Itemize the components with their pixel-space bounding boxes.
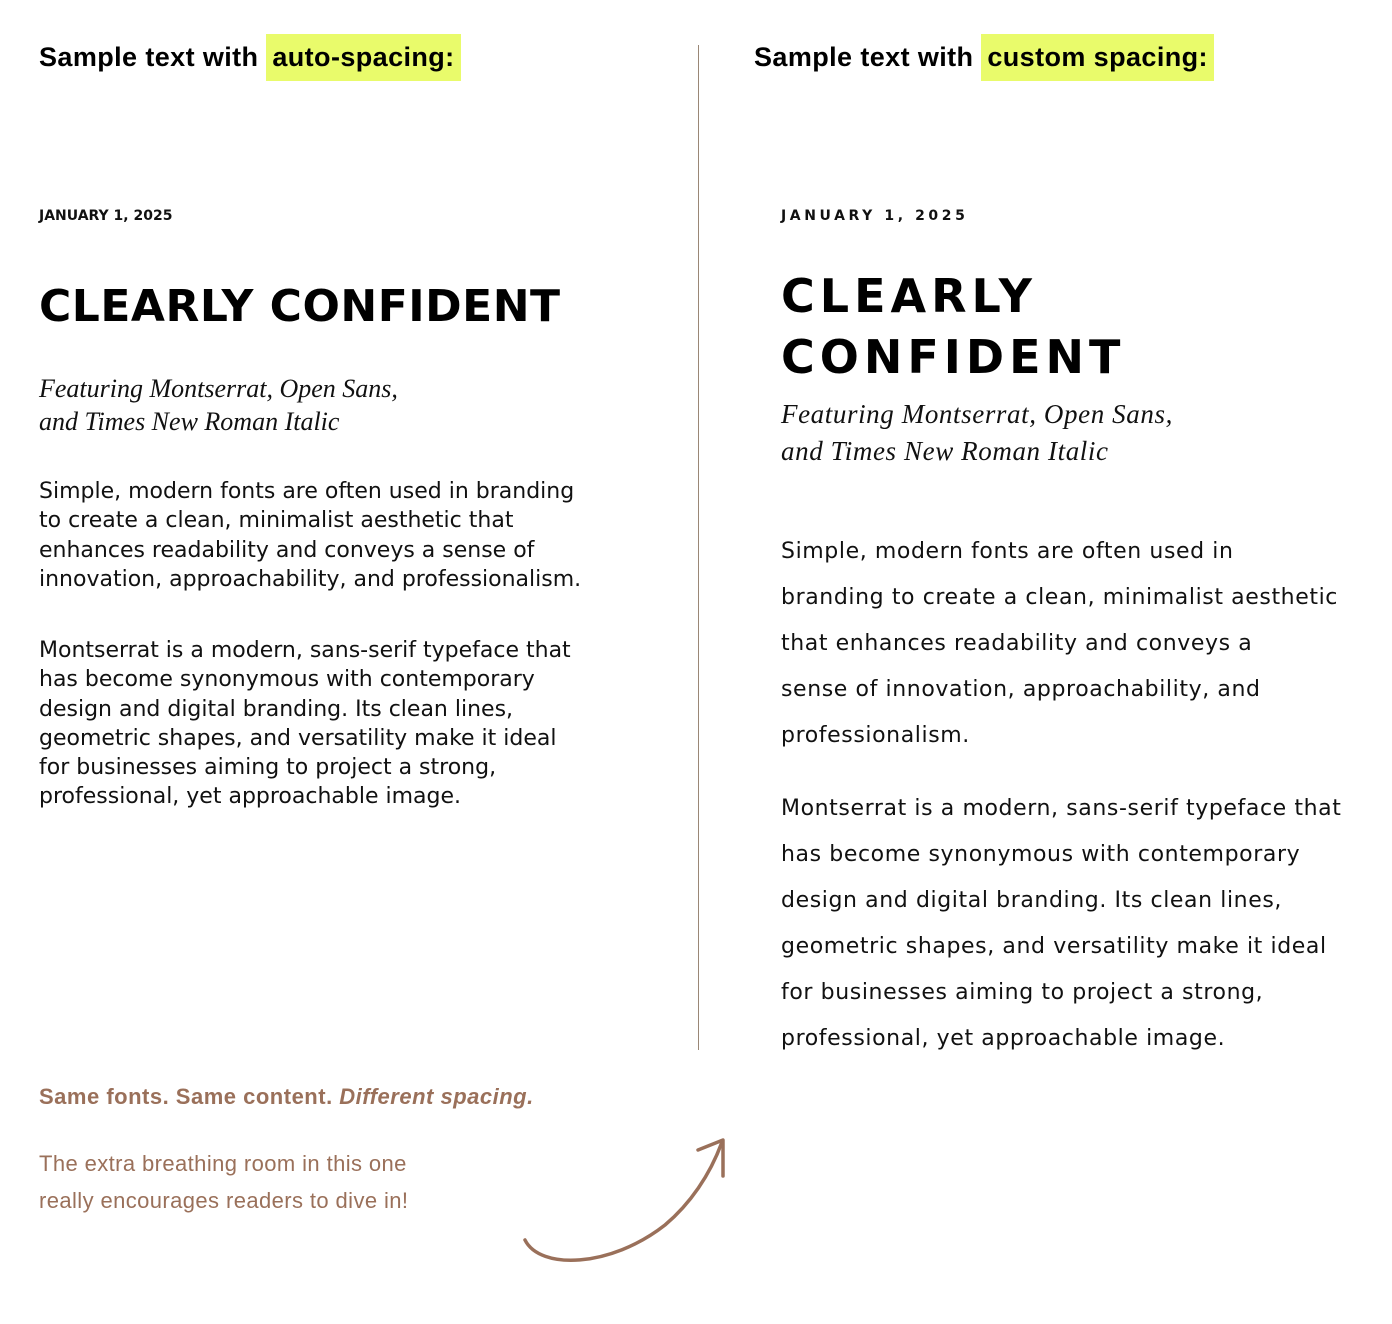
date-line: JANUARY 1, 2025 bbox=[781, 208, 969, 224]
subtitle-line: Featuring Montserrat, Open Sans, bbox=[781, 399, 1173, 429]
subtitle bbox=[39, 372, 398, 438]
subtitle-line: Featuring Montserrat, Open Sans, bbox=[39, 374, 398, 403]
body-line: professionalism. bbox=[781, 723, 970, 748]
body-line: for businesses aiming to project a strong, bbox=[781, 980, 1264, 1005]
heading-prefix: Sample text with bbox=[754, 42, 982, 72]
body-line: sense of innovation, approachability, and bbox=[781, 677, 1261, 702]
highlighted-label: auto-spacing: bbox=[266, 34, 460, 81]
body-line: design and digital branding. Its clean lines, bbox=[781, 888, 1283, 913]
caption-italic: Different spacing. bbox=[339, 1084, 534, 1109]
body-line: to create a clean, minimalist aesthetic that bbox=[39, 508, 514, 534]
body-line: enhances readability and conveys a sense of bbox=[39, 537, 535, 563]
note-line: really encourages readers to dive in! bbox=[39, 1188, 409, 1213]
body-line: has become synonymous with contemporary bbox=[39, 667, 535, 693]
body-line: has become synonymous with contemporary bbox=[781, 842, 1301, 867]
headline-line: CLEARLY bbox=[781, 269, 1037, 323]
body-line: for businesses aiming to project a strong, bbox=[39, 755, 497, 781]
column-divider bbox=[698, 45, 699, 1050]
comparison-note bbox=[39, 1145, 408, 1219]
body-line: innovation, approachability, and professionalism. bbox=[39, 566, 582, 592]
auto-spacing-heading bbox=[39, 34, 461, 81]
headline bbox=[781, 266, 1301, 388]
note-line: The extra breathing room in this one bbox=[39, 1151, 407, 1176]
body-line: design and digital branding. Its clean lines, bbox=[39, 696, 514, 722]
body-line: Simple, modern fonts are often used in branding bbox=[39, 479, 575, 504]
body-line: professional, yet approachable image. bbox=[39, 784, 462, 810]
body-line: Montserrat is a modern, sans-serif typeface that bbox=[39, 638, 571, 663]
body-line: that enhances readability and conveys a bbox=[781, 631, 1253, 656]
date-line: JANUARY 1, 2025 bbox=[39, 208, 173, 224]
body-line: geometric shapes, and versatility make it ideal bbox=[39, 725, 557, 751]
headline: CLEARLY CONFIDENT bbox=[39, 281, 561, 332]
body-line: geometric shapes, and versatility make it ideal bbox=[781, 934, 1327, 959]
body-paragraph-2 bbox=[781, 786, 1381, 1062]
comparison-caption bbox=[39, 1084, 534, 1110]
custom-spacing-heading bbox=[754, 34, 1214, 81]
body-paragraph-2 bbox=[39, 636, 599, 812]
caption-plain: Same fonts. Same content. bbox=[39, 1084, 340, 1109]
body-line: Simple, modern fonts are often used in bbox=[781, 539, 1234, 564]
subtitle-line: and Times New Roman Italic bbox=[39, 407, 340, 436]
headline-line: CONFIDENT bbox=[781, 330, 1126, 384]
body-paragraph-1 bbox=[39, 477, 639, 594]
body-line: Montserrat is a modern, sans-serif typeface that bbox=[781, 796, 1342, 821]
subtitle bbox=[781, 396, 1173, 470]
body-line: professional, yet approachable image. bbox=[781, 1026, 1226, 1051]
body-paragraph-1 bbox=[781, 529, 1371, 759]
highlighted-label: custom spacing: bbox=[981, 34, 1214, 81]
heading-prefix: Sample text with bbox=[39, 42, 267, 72]
subtitle-line: and Times New Roman Italic bbox=[781, 436, 1109, 466]
curved-arrow-icon bbox=[515, 1130, 735, 1275]
body-line: branding to create a clean, minimalist aesthetic bbox=[781, 585, 1338, 610]
